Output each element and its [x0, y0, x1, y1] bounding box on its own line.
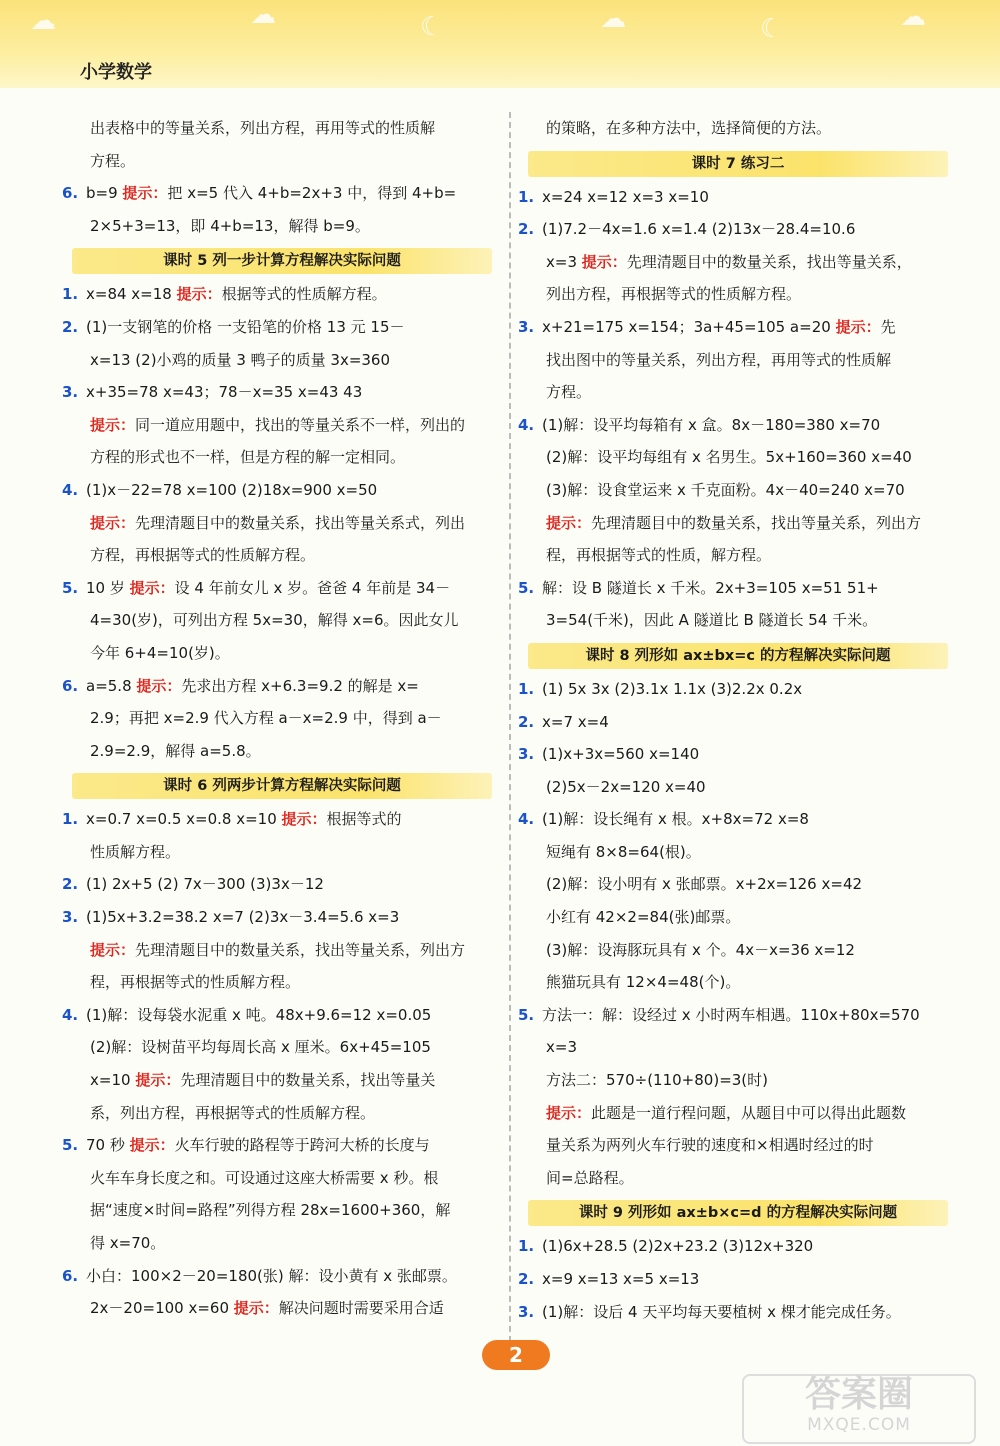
answer-text: x=84 x=18: [86, 285, 177, 304]
answer-text: 3=54(千米)，因此 A 隧道比 B 隧道长 54 千米。: [546, 611, 878, 630]
answer-line: [62, 311, 502, 344]
answer-line: [518, 1162, 958, 1195]
answer-line: [62, 999, 502, 1032]
answer-line: [518, 344, 958, 377]
answer-line: [62, 836, 502, 869]
question-number: 4.: [62, 480, 79, 499]
answer-text: 先理清题目中的数量关系，找出等量关: [180, 1071, 436, 1090]
answer-text: (1) 5x 3x (2)3.1x 1.1x (3)2.2x 0.2x: [542, 679, 803, 698]
answer-text: 熊猫玩具有 12×4=48(个)。: [546, 973, 741, 992]
lesson-heading: 课时 6 列两步计算方程解决实际问题: [72, 773, 492, 799]
answer-text: 根据等式的性质解方程。: [221, 285, 387, 304]
lesson-heading: 课时 8 列形如 ax±bx=c 的方程解决实际问题: [528, 643, 948, 669]
hint-label: 提示：: [90, 513, 136, 532]
hint-label: 提示：: [281, 810, 327, 829]
question-number: 2.: [62, 875, 79, 894]
answer-text: x=0.7 x=0.5 x=0.8 x=10: [86, 810, 282, 829]
answer-line: [518, 803, 958, 836]
answer-text: 70 秒: [86, 1136, 130, 1155]
lesson-heading: 课时 9 列形如 ax±b×c=d 的方程解决实际问题: [528, 1200, 948, 1226]
question-number: 1.: [518, 1237, 535, 1256]
hint-label: 提示：: [176, 285, 222, 304]
answer-text: 解决问题时需要采用合适: [278, 1299, 444, 1318]
answer-line: [62, 934, 502, 967]
answer-text: 先理清题目中的数量关系，找出等量关系，列出方: [591, 513, 922, 532]
hint-label: 提示：: [546, 1103, 592, 1122]
answer-line: [518, 181, 958, 214]
answer-text: a=5.8: [86, 676, 137, 695]
page-number: 2: [482, 1340, 550, 1370]
answer-line: [518, 1296, 958, 1329]
hint-label: 提示：: [90, 940, 136, 959]
answer-text: (1) 2x+5 (2) 7x－300 (3)3x－12: [86, 875, 324, 894]
answer-text: x=3: [546, 1038, 577, 1057]
answer-line: [62, 112, 502, 145]
answer-text: (3)解：设食堂运来 x 千克面粉。4x－40=240 x=70: [546, 480, 905, 499]
question-number: 3.: [62, 383, 79, 402]
answer-line: [518, 1064, 958, 1097]
question-number: 4.: [62, 1005, 79, 1024]
answer-text: (1)解：设长绳有 x 根。x+8x=72 x=8: [542, 810, 809, 829]
cloud-icon: ☁: [900, 2, 926, 32]
lesson-heading: 课时 5 列一步计算方程解决实际问题: [72, 248, 492, 274]
answer-line: [518, 213, 958, 246]
answer-text: 短绳有 8×8=64(根)。: [546, 842, 701, 861]
answer-text: (2)5x－2x=120 x=40: [546, 777, 706, 796]
answer-line: [62, 901, 502, 934]
answer-text: 同一道应用题中，找出的等量关系不一样，列出的: [135, 415, 466, 434]
answer-text: (1)x+3x=560 x=140: [542, 745, 700, 764]
answer-text: (1)7.2－4x=1.6 x=1.4 (2)13x－28.4=10.6: [542, 220, 856, 239]
answer-line: [62, 1292, 502, 1325]
watermark-text: 答案圈: [804, 1374, 913, 1415]
answer-text: (1)解：设每袋水泥重 x 吨。48x+9.6=12 x=0.05: [86, 1005, 432, 1024]
answer-text: 把 x=5 代入 4+b=2x+3 中，得到 4+b=: [167, 184, 457, 203]
answer-line: [518, 441, 958, 474]
answer-line: [62, 1129, 502, 1162]
answer-line: [62, 1064, 502, 1097]
hint-label: 提示：: [129, 578, 175, 597]
answer-line: [62, 344, 502, 377]
answer-line: [62, 278, 502, 311]
hint-label: 提示：: [581, 252, 627, 271]
cloud-icon: ☁: [600, 4, 626, 34]
hint-label: 提示：: [122, 184, 168, 203]
answer-text: 此题是一道行程问题，从题目中可以得出此题数: [591, 1103, 907, 1122]
answer-line: [518, 278, 958, 311]
answer-line: [518, 836, 958, 869]
answer-line: [62, 441, 502, 474]
answer-text: (1)6x+28.5 (2)2x+23.2 (3)12x+320: [542, 1237, 814, 1256]
right-column: [518, 112, 958, 1328]
answer-line: [518, 673, 958, 706]
answer-text: (1)5x+3.2=38.2 x=7 (2)3x－3.4=5.6 x=3: [86, 908, 400, 927]
cloud-icon: ☁: [250, 0, 276, 30]
answer-line: [62, 1260, 502, 1293]
answer-line: [518, 1230, 958, 1263]
page-header: [0, 0, 1000, 88]
answer-line: [518, 376, 958, 409]
answer-text: 先求出方程 x+6.3=9.2 的解是 x=: [181, 676, 419, 695]
answer-line: [62, 803, 502, 836]
answer-text: 小红有 42×2=84(张)邮票。: [546, 908, 741, 927]
question-number: 5.: [518, 578, 535, 597]
answer-line: [518, 738, 958, 771]
answer-line: [518, 246, 958, 279]
question-number: 5.: [62, 1136, 79, 1155]
cloud-icon: ☁: [30, 6, 56, 36]
answer-text: 性质解方程。: [90, 842, 181, 861]
answer-text: 量关系为两列火车行驶的速度和×相遇时经过的时: [546, 1136, 874, 1155]
question-number: 3.: [518, 745, 535, 764]
answer-line: [62, 1194, 502, 1227]
answer-line: [62, 966, 502, 999]
answer-text: 方程，再根据等式的性质解方程。: [90, 546, 316, 565]
answer-line: [518, 311, 958, 344]
question-number: 4.: [518, 415, 535, 434]
answer-line: [62, 670, 502, 703]
question-number: 5.: [62, 578, 79, 597]
answer-text: 2×5+3=13，即 4+b=13，解得 b=9。: [90, 216, 370, 235]
answer-text: x=9 x=13 x=5 x=13: [542, 1270, 700, 1288]
answer-text: 程，再根据等式的性质，解方程。: [546, 546, 772, 565]
question-number: 2.: [518, 220, 535, 239]
column-divider: [509, 112, 511, 1352]
question-number: 6.: [62, 1266, 79, 1285]
answer-line: [518, 966, 958, 999]
answer-line: [518, 112, 958, 145]
answer-text: (1)一支钢笔的价格 一支铅笔的价格 13 元 15－: [86, 317, 405, 336]
answer-text: (3)解：设海豚玩具有 x 个。4x－x=36 x=12: [546, 940, 855, 959]
answer-text: x+21=175 x=154；3a+45=105 a=20: [542, 317, 836, 336]
answer-text: 程，再根据等式的性质解方程。: [90, 973, 301, 992]
question-number: 3.: [62, 908, 79, 927]
question-number: 3.: [518, 317, 535, 336]
hint-label: 提示：: [129, 1136, 175, 1155]
answer-line: [518, 409, 958, 442]
answer-line: [62, 1097, 502, 1130]
answer-text: x=7 x=4: [542, 712, 609, 731]
question-number: 6.: [62, 676, 79, 695]
answer-text: 先理清题目中的数量关系，找出等量关系，: [626, 252, 912, 271]
question-number: 1.: [62, 285, 79, 304]
answer-text: (1)x－22=78 x=100 (2)18x=900 x=50: [86, 480, 378, 499]
answer-line: [62, 868, 502, 901]
answer-text: 10 岁: [86, 578, 130, 597]
left-column: [62, 112, 502, 1325]
answer-text: 先理清题目中的数量关系，找出等量关系，列出方: [135, 940, 466, 959]
question-number: 2.: [518, 1270, 535, 1288]
answer-text: 方程。: [90, 151, 136, 170]
answer-text: x=13 (2)小鸡的质量 3 鸭子的质量 3x=360: [90, 350, 391, 369]
question-number: 1.: [518, 187, 535, 206]
answer-line: [518, 572, 958, 605]
watermark-url: MXQE.COM: [807, 1415, 911, 1435]
answer-text: x=24 x=12 x=3 x=10: [542, 187, 709, 206]
lesson-heading: 课时 7 练习二: [528, 151, 948, 177]
answer-line: [62, 177, 502, 210]
question-number: 6.: [62, 184, 79, 203]
answer-text: (2)解：设平均每组有 x 名男生。5x+160=360 x=40: [546, 448, 912, 467]
hint-label: 提示：: [90, 415, 136, 434]
answer-text: (2)解：设小明有 x 张邮票。x+2x=126 x=42: [546, 875, 863, 894]
answer-text: x=10: [90, 1071, 136, 1090]
question-number: 3.: [518, 1302, 535, 1321]
answer-text: 4=30(岁)，可列出方程 5x=30，解得 x=6。因此女儿: [90, 611, 459, 630]
answer-text: 方程。: [546, 383, 592, 402]
answer-line: [518, 901, 958, 934]
hint-label: 提示：: [135, 1071, 181, 1090]
hint-label: 提示：: [136, 676, 182, 695]
answer-line: [518, 999, 958, 1032]
answer-line: [62, 735, 502, 768]
answer-text: 2x－20=100 x=60: [90, 1299, 234, 1318]
answer-line: [62, 1162, 502, 1195]
answer-line: [62, 376, 502, 409]
answer-line: [518, 706, 958, 739]
answer-text: 2.9=2.9，解得 a=5.8。: [90, 741, 261, 760]
answer-line: [62, 1227, 502, 1260]
answer-text: 列出方程，再根据等式的性质解方程。: [546, 285, 802, 304]
answer-text: 火车行驶的路程等于跨河大桥的长度与: [174, 1136, 430, 1155]
answer-text: x+35=78 x=43；78－x=35 x=43 43: [86, 383, 363, 402]
answer-text: 找出图中的等量关系，列出方程，再用等式的性质解: [546, 350, 892, 369]
answer-text: 先理清题目中的数量关系，找出等量关系式，列出: [135, 513, 466, 532]
answer-line: [62, 637, 502, 670]
answer-line: [518, 474, 958, 507]
question-number: 1.: [518, 679, 535, 698]
answer-text: 据“速度×时间=路程”列得方程 28x=1600+360，解: [90, 1201, 451, 1220]
answer-line: [518, 934, 958, 967]
hint-label: 提示：: [835, 317, 881, 336]
answer-text: (1)解：设后 4 天平均每天要植树 x 棵才能完成任务。: [542, 1302, 901, 1321]
answer-text: (2)解：设树苗平均每周长高 x 厘米。6x+45=105: [90, 1038, 431, 1057]
answer-line: [62, 210, 502, 243]
answer-line: [518, 604, 958, 637]
watermark-logo: [742, 1374, 976, 1444]
answer-line: [62, 604, 502, 637]
answer-text: 出表格中的等量关系，列出方程，再用等式的性质解: [90, 119, 436, 137]
answer-text: 方法一：解：设经过 x 小时两车相遇。110x+80x=570: [542, 1005, 920, 1024]
answer-text: 方程的形式也不一样，但是方程的解一定相同。: [90, 448, 406, 467]
answer-text: 根据等式的: [326, 810, 402, 829]
answer-text: (1)解：设平均每箱有 x 盒。8x－180=380 x=70: [542, 415, 881, 434]
moon-icon: ☾: [760, 14, 784, 44]
answer-line: [62, 572, 502, 605]
answer-line: [518, 1031, 958, 1064]
answer-text: 的策略，在多种方法中，选择简便的方法。: [546, 119, 832, 137]
question-number: 5.: [518, 1005, 535, 1024]
answer-line: [62, 474, 502, 507]
answer-line: [62, 1031, 502, 1064]
answer-text: 系，列出方程，再根据等式的性质解方程。: [90, 1103, 376, 1122]
answer-line: [518, 539, 958, 572]
answer-line: [62, 702, 502, 735]
question-number: 2.: [62, 317, 79, 336]
answer-line: [518, 1129, 958, 1162]
answer-text: 今年 6+4=10(岁)。: [90, 643, 230, 662]
answer-text: 先: [880, 317, 896, 336]
answer-line: [518, 868, 958, 901]
answer-text: 得 x=70。: [90, 1234, 166, 1252]
answer-line: [518, 1263, 958, 1296]
answer-line: [518, 507, 958, 540]
subject-title: 小学数学: [80, 62, 152, 83]
answer-text: x=3: [546, 252, 582, 271]
answer-line: [62, 145, 502, 178]
answer-text: 解：设 B 隧道长 x 千米。2x+3=105 x=51 51+: [542, 578, 879, 597]
question-number: 4.: [518, 810, 535, 829]
question-number: 2.: [518, 712, 535, 731]
answer-text: b=9: [86, 184, 123, 203]
hint-label: 提示：: [546, 513, 592, 532]
answer-line: [62, 507, 502, 540]
hint-label: 提示：: [233, 1299, 279, 1318]
answer-line: [518, 771, 958, 804]
answer-text: 间=总路程。: [546, 1168, 634, 1187]
answer-line: [62, 539, 502, 572]
answer-text: 小白：100×2－20=180(张) 解：设小黄有 x 张邮票。: [86, 1266, 457, 1285]
answer-text: 设 4 年前女儿 x 岁。爸爸 4 年前是 34－: [174, 578, 451, 597]
answer-text: 方法二：570÷(110+80)=3(时): [546, 1071, 769, 1090]
question-number: 1.: [62, 810, 79, 829]
answer-text: 2.9；再把 x=2.9 代入方程 a－x=2.9 中，得到 a－: [90, 709, 442, 728]
answer-line: [62, 409, 502, 442]
answer-text: 火车车身长度之和。可设通过这座大桥需要 x 秒。根: [90, 1168, 439, 1187]
answer-line: [518, 1097, 958, 1130]
moon-icon: ☾: [420, 12, 444, 42]
